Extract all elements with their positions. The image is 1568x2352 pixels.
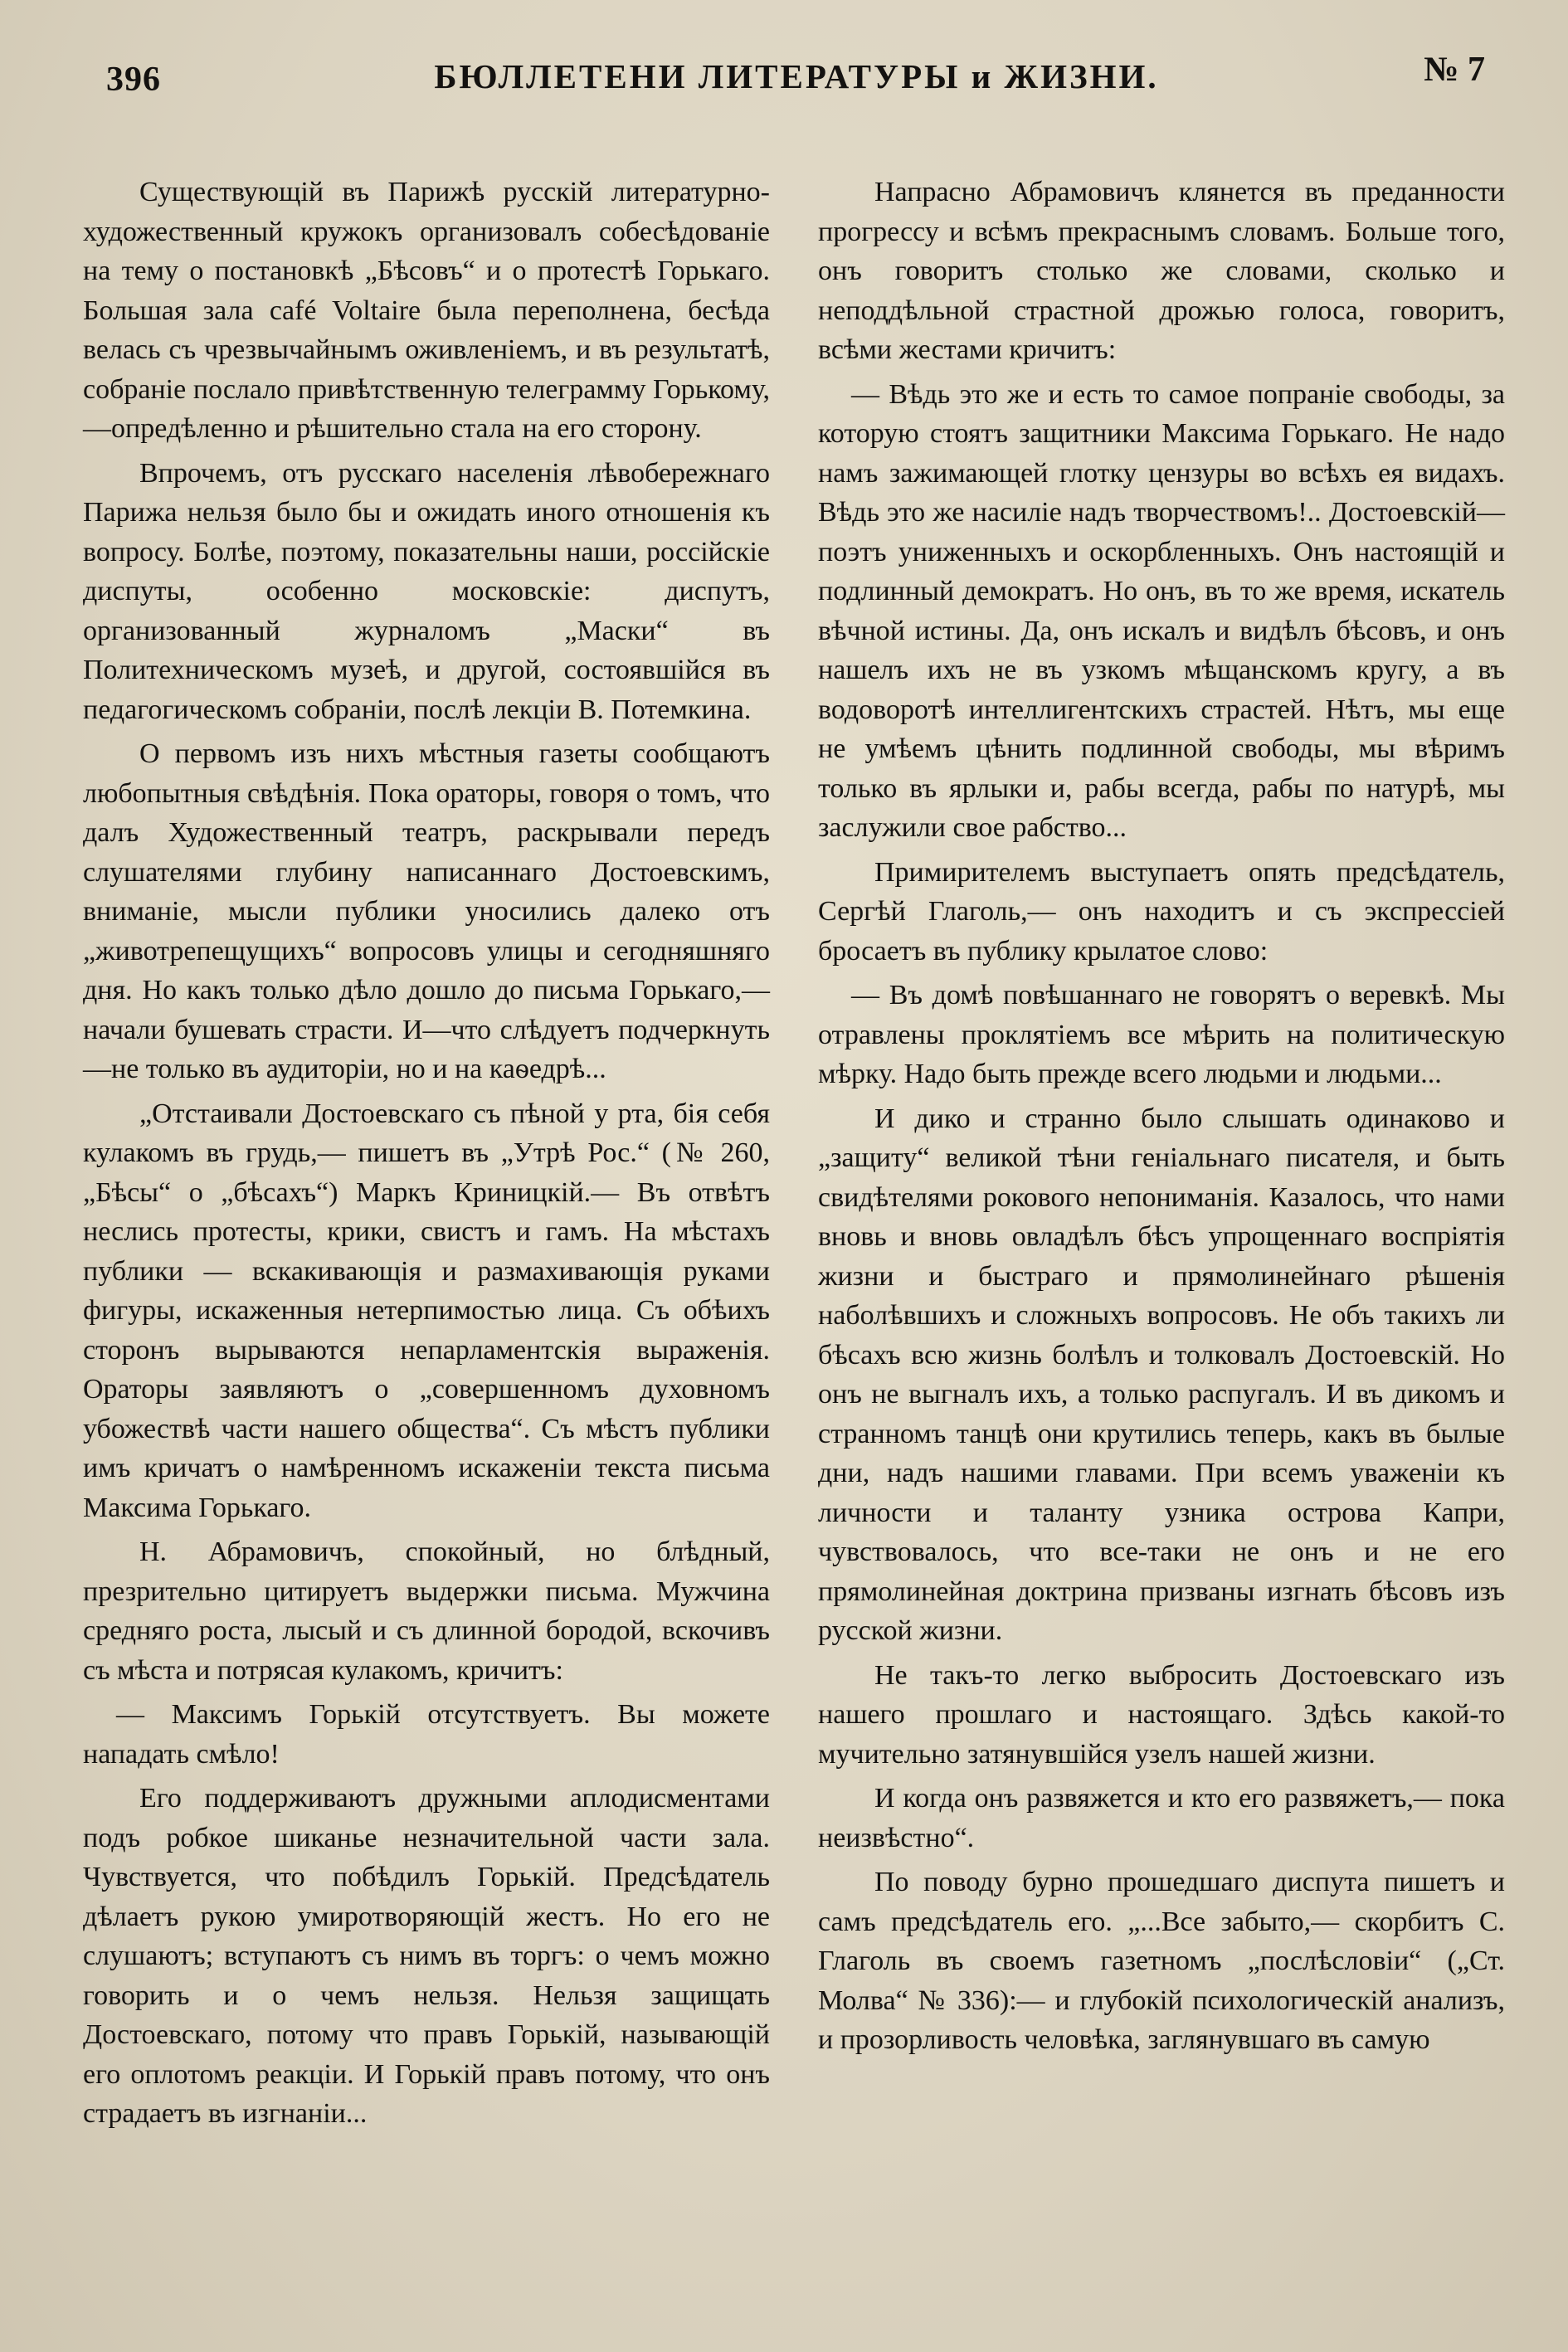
paragraph-quote: — Максимъ Горькій отсутствуетъ. Вы можете нападать смѣло! xyxy=(83,1699,770,1770)
paragraph: Н. Абрамовичъ, спокойный, но блѣдный, презрительно цитируетъ выдержки письма. Мужчина средняго роста, лысый и съ длинной бородой, вскочивъ съ мѣста и потрясая кулакомъ, кричитъ: xyxy=(83,1536,770,1686)
paragraph: О первомъ изъ нихъ мѣстныя газеты сообщаютъ любопытныя свѣдѣнія. Пока ораторы, говоря о томъ, что далъ Художественный театръ, раскрывали передъ слушателями глубину написаннаго Достоевскимъ, вниманіе, мысли публики уносились далеко отъ „животрепещущихъ“ вопросовъ улицы и сегодняшняго дня. Но какъ только дѣло дошло до письма Горькаго,— начали бушевать страсти. И—что слѣдуетъ подчеркнуть—не только въ аудиторіи, но и на каѳедрѣ... xyxy=(83,738,770,1084)
paragraph: Существующій въ Парижѣ русскій литературно-художественный кружокъ организовалъ собесѣдованіе на тему о постановкѣ „Бѣсовъ“ и о протестѣ Горькаго. Большая зала café Voltaire была переполнена, бесѣда велась съ чрезвычайнымъ оживленіемъ, и въ результатѣ, собраніе послало привѣтственную телеграмму Горькому,—опредѣленно и рѣшительно стала на его сторону. xyxy=(83,177,770,444)
text-columns xyxy=(83,173,1510,2134)
paragraph: Не такъ-то легко выбросить Достоевскаго изъ нашего прошлаго и настоящаго. Здѣсь какой-то мучительно затянувшійся узелъ нашей жизни. xyxy=(818,1659,1505,1770)
page-number: 396 xyxy=(106,61,161,99)
running-title: БЮЛЛЕТЕНИ ЛИТЕРАТУРЫ и ЖИЗНИ. xyxy=(434,57,1159,95)
paragraph: И дико и странно было слышать одинаково и „защиту“ великой тѣни геніальнаго писателя, и быть свидѣтелями рокового непониманія. Казалось, что нами вновь и вновь овладѣлъ бѣсъ упрощеннаго воспріятія жизни и быстраго и прямолинейнаго рѣшенія наболѣвшихъ и сложныхъ вопросовъ. Не объ такихъ ли бѣсахъ всю жизнь болѣлъ и толковалъ Достоевскій. Но онъ не выгналъ ихъ, а только распугалъ. И въ дикомъ и странномъ танцѣ они крутились теперь, какъ въ былые дни, надъ нашими главами. При всемъ уваженіи къ личности и таланту узника острова Капри, чувствовалось, что все-таки не онъ и не его прямолинейная доктрина призваны изгнать бѣсовъ изъ русской жизни. xyxy=(818,1103,1505,1646)
paragraph-quote: — Въ домѣ повѣшаннаго не говорятъ о веревкѣ. Мы отравлены проклятіемъ все мѣрить на политическую мѣрку. Надо быть прежде всего людьми и людьми... xyxy=(818,980,1505,1089)
right-column xyxy=(818,173,1505,2060)
paragraph-quote: — Вѣдь это же и есть то самое попраніе свободы, за которую стоятъ защитники Максима Горькаго. Не надо намъ зажимающей глотку цензуры во всѣхъ ея видахъ. Вѣдь это же насиліе надъ творчествомъ!.. Достоевскій—поэтъ униженныхъ и оскорбленныхъ. Онъ настоящій и подлинный демократъ. Но онъ, въ то же время, искатель вѣчной истины. Да, онъ искалъ и видѣлъ бѣсовъ, и онъ нашелъ ихъ не въ узкомъ мѣщанскомъ кругу, а въ водоворотѣ интеллигентскихъ страстей. Нѣтъ, мы еще не умѣемъ цѣнить подлинной свободы, мы вѣримъ только въ ярлыки и, рабы всегда, рабы по натурѣ, мы заслужили свое рабство... xyxy=(818,378,1505,843)
left-column xyxy=(83,173,770,2134)
page-header xyxy=(83,50,1510,108)
paragraph: Напрасно Абрамовичъ клянется въ преданности прогрессу и всѣмъ прекраснымъ словамъ. Больше того, онъ говоритъ столько же словами, сколько и неподдѣльной страстной дрожью голоса, говоритъ, всѣми жестами кричитъ: xyxy=(818,177,1505,365)
paragraph: Примирителемъ выступаетъ опять предсѣдатель, Сергѣй Глаголь,— онъ находитъ и съ экспрессіей бросаетъ въ публику крылатое слово: xyxy=(818,856,1505,967)
paragraph: Его поддерживаютъ дружными аплодисментами подъ робкое шиканье незначительной части зала. Чувствуется, что побѣдилъ Горькій. Предсѣдатель дѣлаетъ рукою умиротворяющій жестъ. Но его не слушаютъ; вступаютъ съ нимъ въ торгъ: о чемъ можно говорить и о чемъ нельзя. Нельзя защищать Достоевскаго, потому что правъ Горькій, называющій его оплотомъ реакціи. И Горькій правъ потому, что онъ страдаетъ въ изгнаніи... xyxy=(83,1783,770,2129)
paragraph: По поводу бурно прошедшаго диспута пишетъ и самъ предсѣдатель его. „...Все забыто,— скорбитъ С. Глаголь въ своемъ газетномъ „послѣсловіи“ („Ст. Молва“ № 336):— и глубокій психологическій анализъ, и прозорливость человѣка, заглянувшаго въ самую xyxy=(818,1867,1505,2055)
paragraph: „Отстаивали Достоевскаго съ пѣной у рта, бія себя кулакомъ въ грудь,— пишетъ въ „Утрѣ Рос.“ (№ 260, „Бѣсы“ о „бѣсахъ“) Маркъ Криницкій.— Въ отвѣтъ неслись протесты, крики, свистъ и гамъ. На мѣстахъ публики — вскакивающія и размахивающія руками фигуры, искаженныя нетерпимостью лица. Съ обѣихъ сторонъ вырываются непарламентскія выраженія. Ораторы заявляютъ о „совершенномъ духовномъ убожествѣ части нашего общества“. Съ мѣстъ публики имъ кричатъ о намѣренномъ искаженіи текста письма Максима Горькаго. xyxy=(83,1098,770,1523)
issue-number: № 7 xyxy=(1424,51,1485,89)
paragraph: И когда онъ развяжется и кто его развяжетъ,— пока неизвѣстно“. xyxy=(818,1783,1505,1853)
paragraph: Впрочемъ, отъ русскаго населенія лѣвобережнаго Парижа нельзя было бы и ожидать иного отношенія къ вопросу. Болѣе, поэтому, показательны наши, россійскіе диспуты, особенно московскіе: диспутъ, организованный журналомъ „Маски“ въ Политехническомъ музеѣ, и другой, состоявшійся въ педагогическомъ собраніи, послѣ лекціи В. Потемкина. xyxy=(83,457,770,725)
